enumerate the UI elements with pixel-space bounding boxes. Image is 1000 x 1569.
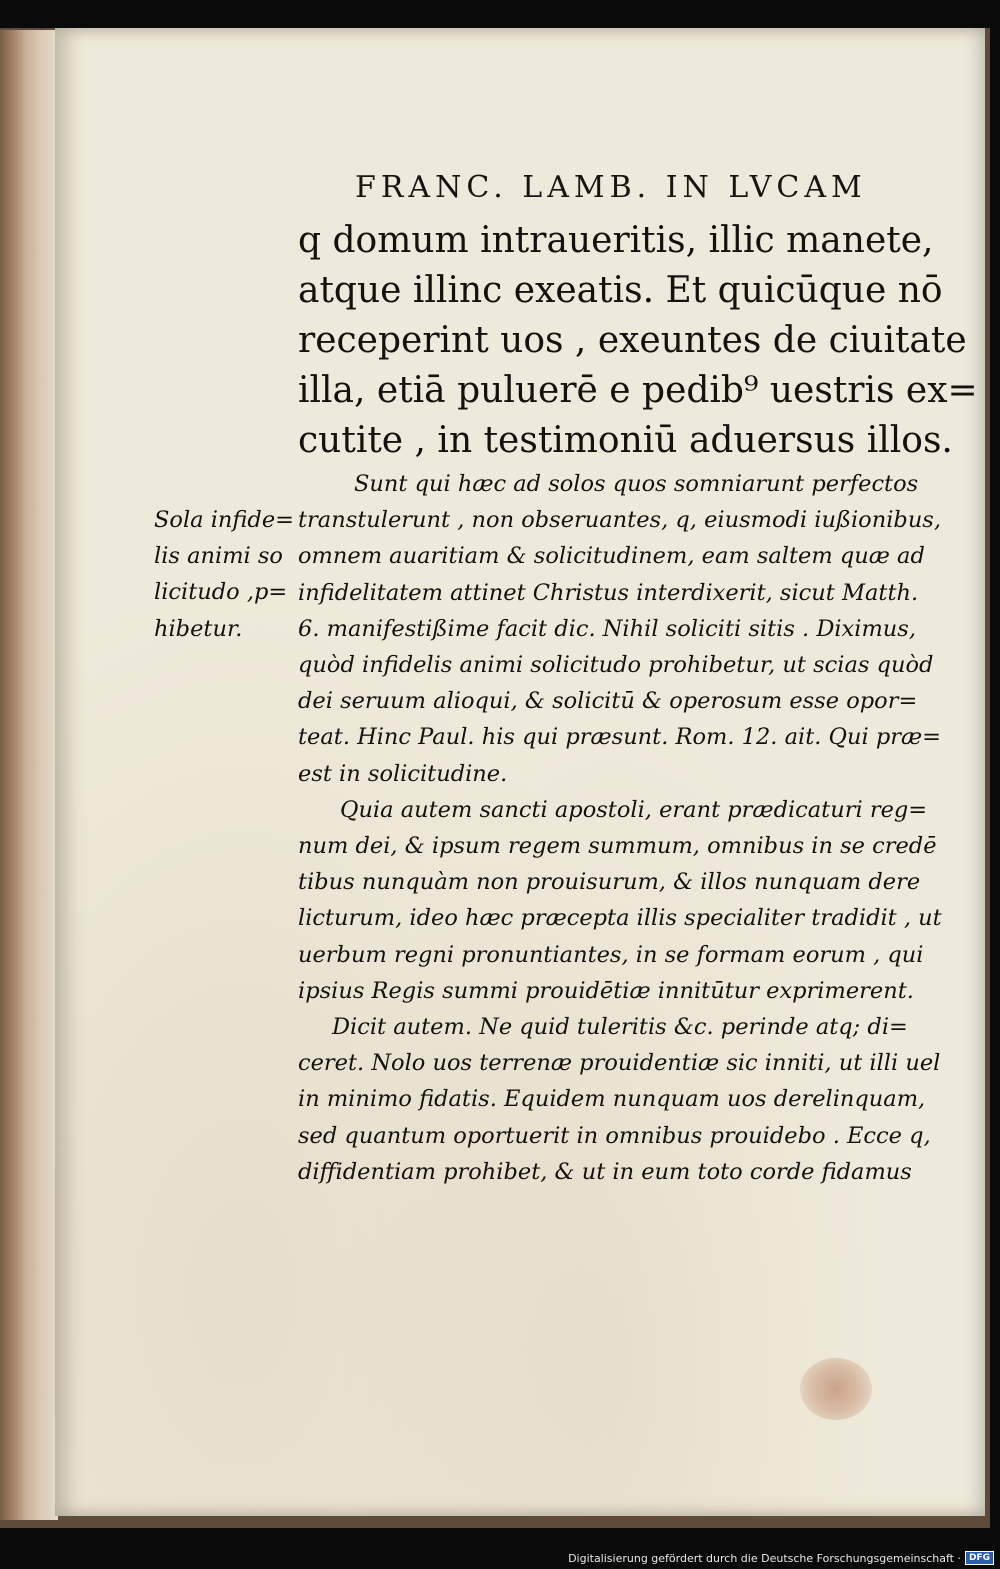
text-line: dei seruum alioqui, & solicitū & operosum esse opor= (298, 688, 918, 715)
roman-text-block (298, 216, 978, 466)
text-line: cutite , in testimoniū aduersus illos. (298, 420, 953, 461)
italic-commentary (298, 466, 948, 1190)
text-line: licturum, ideo hæc præcepta illis specialiter tradidit , ut (298, 905, 942, 932)
text-line: transtulerunt , non obseruantes, q, eiusmodi iußionibus, (298, 507, 942, 534)
text-line: Dicit autem. Ne quid tuleritis &c. perinde atq; di= (332, 1014, 908, 1041)
text-line: num dei, & ipsum regem summum, omnibus in se credē (298, 833, 937, 860)
margin-line: lis animi so (154, 543, 283, 570)
text-line: illa, etiā puluerē e pedib⁹ uestris ex= (298, 370, 978, 411)
credit-text: Digitalisierung gefördert durch die Deutsche Forschungsgemeinschaft · (568, 1551, 961, 1565)
text-line: teat. Hinc Paul. his qui præsunt. Rom. 12. ait. Qui præ= (298, 724, 941, 751)
margin-line: licitudo ,p= (154, 579, 288, 606)
dfg-logo-icon: DFG (965, 1551, 994, 1565)
text-line: omnem auaritiam & solicitudinem, eam saltem quæ ad (298, 543, 925, 570)
text-line: diffidentiam prohibet, & ut in eum toto corde fidamus (298, 1158, 912, 1185)
text-line: atque illinc exeatis. Et quicūque nō (298, 270, 943, 311)
text-line: Sunt qui hæc ad solos quos somniarunt perfectos (354, 471, 919, 497)
text-line: uerbum regni pronuntiantes, in se formam eorum , qui (298, 941, 924, 968)
running-header: FRANC. LAMB. IN LVCAM (355, 170, 867, 205)
text-line: est in solicitudine. (298, 760, 508, 787)
text-line: q domum intraueritis, illic manete, (298, 220, 934, 261)
page-stain (800, 1358, 872, 1420)
text-line: ceret. Nolo uos terrenæ prouidentiæ sic inniti, ut illi uel (298, 1050, 941, 1077)
margin-note (154, 502, 294, 647)
text-line: Quia autem sancti apostoli, erant prædicaturi reg= (340, 796, 928, 823)
text-line: tibus nunquàm non prouisurum, & illos nunquam dere (298, 869, 921, 896)
margin-line: Sola infide= (154, 507, 294, 533)
text-line: in minimo fidatis. Equidem nunquam uos derelinquam, (298, 1086, 926, 1113)
text-line: quòd infidelis animi solicitudo prohibetur, ut scias quòd (298, 652, 934, 679)
text-line: receperint uos , exeuntes de ciuitate (298, 320, 967, 361)
text-line: sed quantum oportuerit in omnibus prouidebo . Ecce q, (298, 1122, 931, 1149)
page-edges (0, 30, 58, 1520)
text-line: 6. manifestißime facit dic. Nihil soliciti sitis . Diximus, (298, 615, 916, 642)
digitization-credit (568, 1551, 994, 1565)
margin-line: hibetur. (154, 615, 243, 642)
text-line: ipsius Regis summi prouidētiæ innitūtur exprimerent. (298, 977, 914, 1004)
text-line: infidelitatem attinet Christus interdixerit, sicut Matth. (298, 579, 919, 606)
